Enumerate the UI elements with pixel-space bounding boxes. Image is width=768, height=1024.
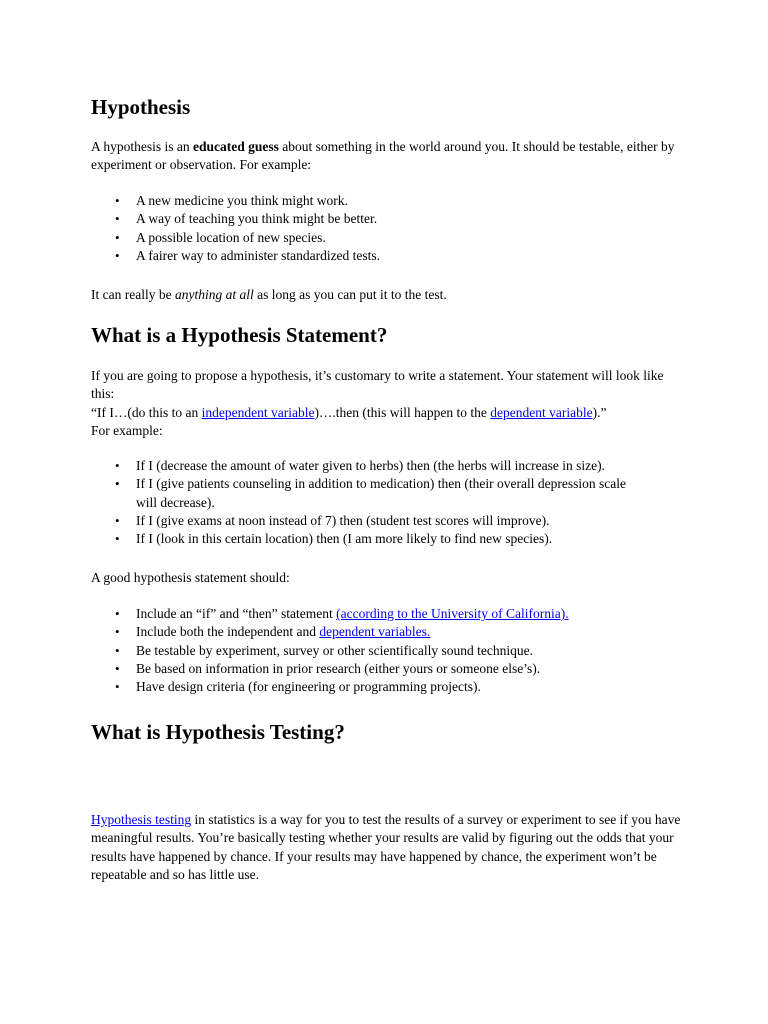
list-item-text: Be testable by experiment, survey or other scientifically sound technique.	[136, 642, 534, 658]
dependent-variables-link[interactable]: dependent variables.	[319, 624, 431, 640]
hypothesis-intro-text-2: about something in the world around you. It should be testable, either by experiment or observation. For example:	[91, 139, 675, 173]
anything-at-all-emphasis: anything at all	[174, 287, 254, 302]
bullet-icon: •	[115, 660, 120, 676]
hypothesis-outro-text-2: as long as you can put it to the test.	[253, 287, 447, 302]
list-item	[91, 229, 631, 247]
bullet-icon: •	[115, 211, 120, 227]
hypothesis-outro-text-1: It can really be	[91, 287, 175, 302]
hypothesis-outro	[91, 286, 681, 304]
list-item-text: If I (give exams at noon instead of 7) then (student test scores will improve).	[136, 512, 550, 528]
independent-variable-link[interactable]: independent variable	[201, 404, 315, 420]
bullet-icon: •	[115, 642, 120, 658]
statement-template-text-1: “If I…(do this to an	[91, 404, 202, 420]
list-item-text: A way of teaching you think might be better.	[136, 211, 378, 227]
list-item	[91, 512, 631, 530]
list-item	[91, 642, 631, 660]
statement-intro	[91, 367, 681, 440]
bullet-icon: •	[115, 458, 120, 473]
list-item-text: A possible location of new species.	[136, 229, 326, 245]
list-item	[91, 660, 631, 678]
bullet-icon: •	[115, 531, 120, 547]
good-statement-intro: A good hypothesis statement should:	[91, 570, 290, 585]
bullet-icon: •	[115, 624, 120, 640]
list-item	[91, 605, 631, 623]
hypothesis-testing-link[interactable]: Hypothesis testing	[91, 812, 192, 827]
statement-intro-text: If you are going to propose a hypothesis, it’s customary to write a statement. Your statement will look like this:	[91, 368, 664, 402]
hypothesis-examples-list	[91, 192, 631, 265]
statement-examples-list	[91, 457, 631, 548]
bullet-icon: •	[115, 229, 120, 245]
list-item	[91, 530, 631, 548]
list-item-text: A new medicine you think might work.	[136, 193, 348, 208]
heading-hypothesis-statement: What is a Hypothesis Statement?	[91, 323, 388, 347]
list-item	[91, 475, 631, 512]
list-item	[91, 192, 631, 210]
for-example-text: For example:	[91, 422, 163, 438]
heading-hypothesis-testing: What is Hypothesis Testing?	[91, 720, 345, 744]
bullet-icon: •	[115, 606, 120, 621]
list-item-text: If I (look in this certain location) then (I am more likely to find new species).	[136, 531, 553, 547]
list-item-text: Include both the independent and	[136, 624, 320, 640]
list-item	[91, 678, 631, 696]
educated-guess-emphasis: educated guess	[193, 139, 279, 154]
bullet-icon: •	[115, 679, 120, 695]
dependent-variable-link[interactable]: dependent variable	[490, 404, 593, 420]
heading-hypothesis: Hypothesis	[91, 95, 191, 119]
statement-template-text-3: ).”	[592, 404, 607, 420]
list-item-text: If I (decrease the amount of water given to herbs) then (the herbs will increase in size).	[136, 458, 605, 473]
bullet-icon: •	[115, 512, 120, 528]
list-item	[91, 623, 631, 641]
statement-template-text-2: )….then (this will happen to the	[314, 404, 491, 420]
list-item	[91, 210, 631, 228]
hypothesis-testing-body	[91, 811, 681, 884]
list-item-text: Include an “if” and “then” statement	[136, 606, 337, 621]
bullet-icon: •	[115, 247, 120, 263]
list-item-text: A fairer way to administer standardized tests.	[136, 247, 381, 263]
list-item-text: Be based on information in prior research (either yours or someone else’s).	[136, 660, 541, 676]
hypothesis-intro	[91, 138, 681, 175]
list-item	[91, 247, 631, 265]
list-item-text: Have design criteria (for engineering or programming projects).	[136, 679, 481, 695]
bullet-icon: •	[115, 476, 120, 492]
hypothesis-intro-text-1: A hypothesis is an	[91, 139, 194, 154]
university-of-california-link[interactable]: (according to the University of California).	[336, 606, 569, 621]
bullet-icon: •	[115, 193, 120, 208]
good-statement-list	[91, 605, 631, 696]
list-item-text: If I (give patients counseling in addition to medication) then (their overall depression scale will decrease).	[136, 476, 626, 510]
hypothesis-testing-text: in statistics is a way for you to test the results of a survey or experiment to see if you have meaningful results. You’re basically testing whether your results are valid by figuring out the odds that your results have happened by chance. If your results may have happened by chance, the experiment won’t be repeatable and so has little use.	[91, 812, 681, 882]
list-item	[91, 457, 631, 475]
